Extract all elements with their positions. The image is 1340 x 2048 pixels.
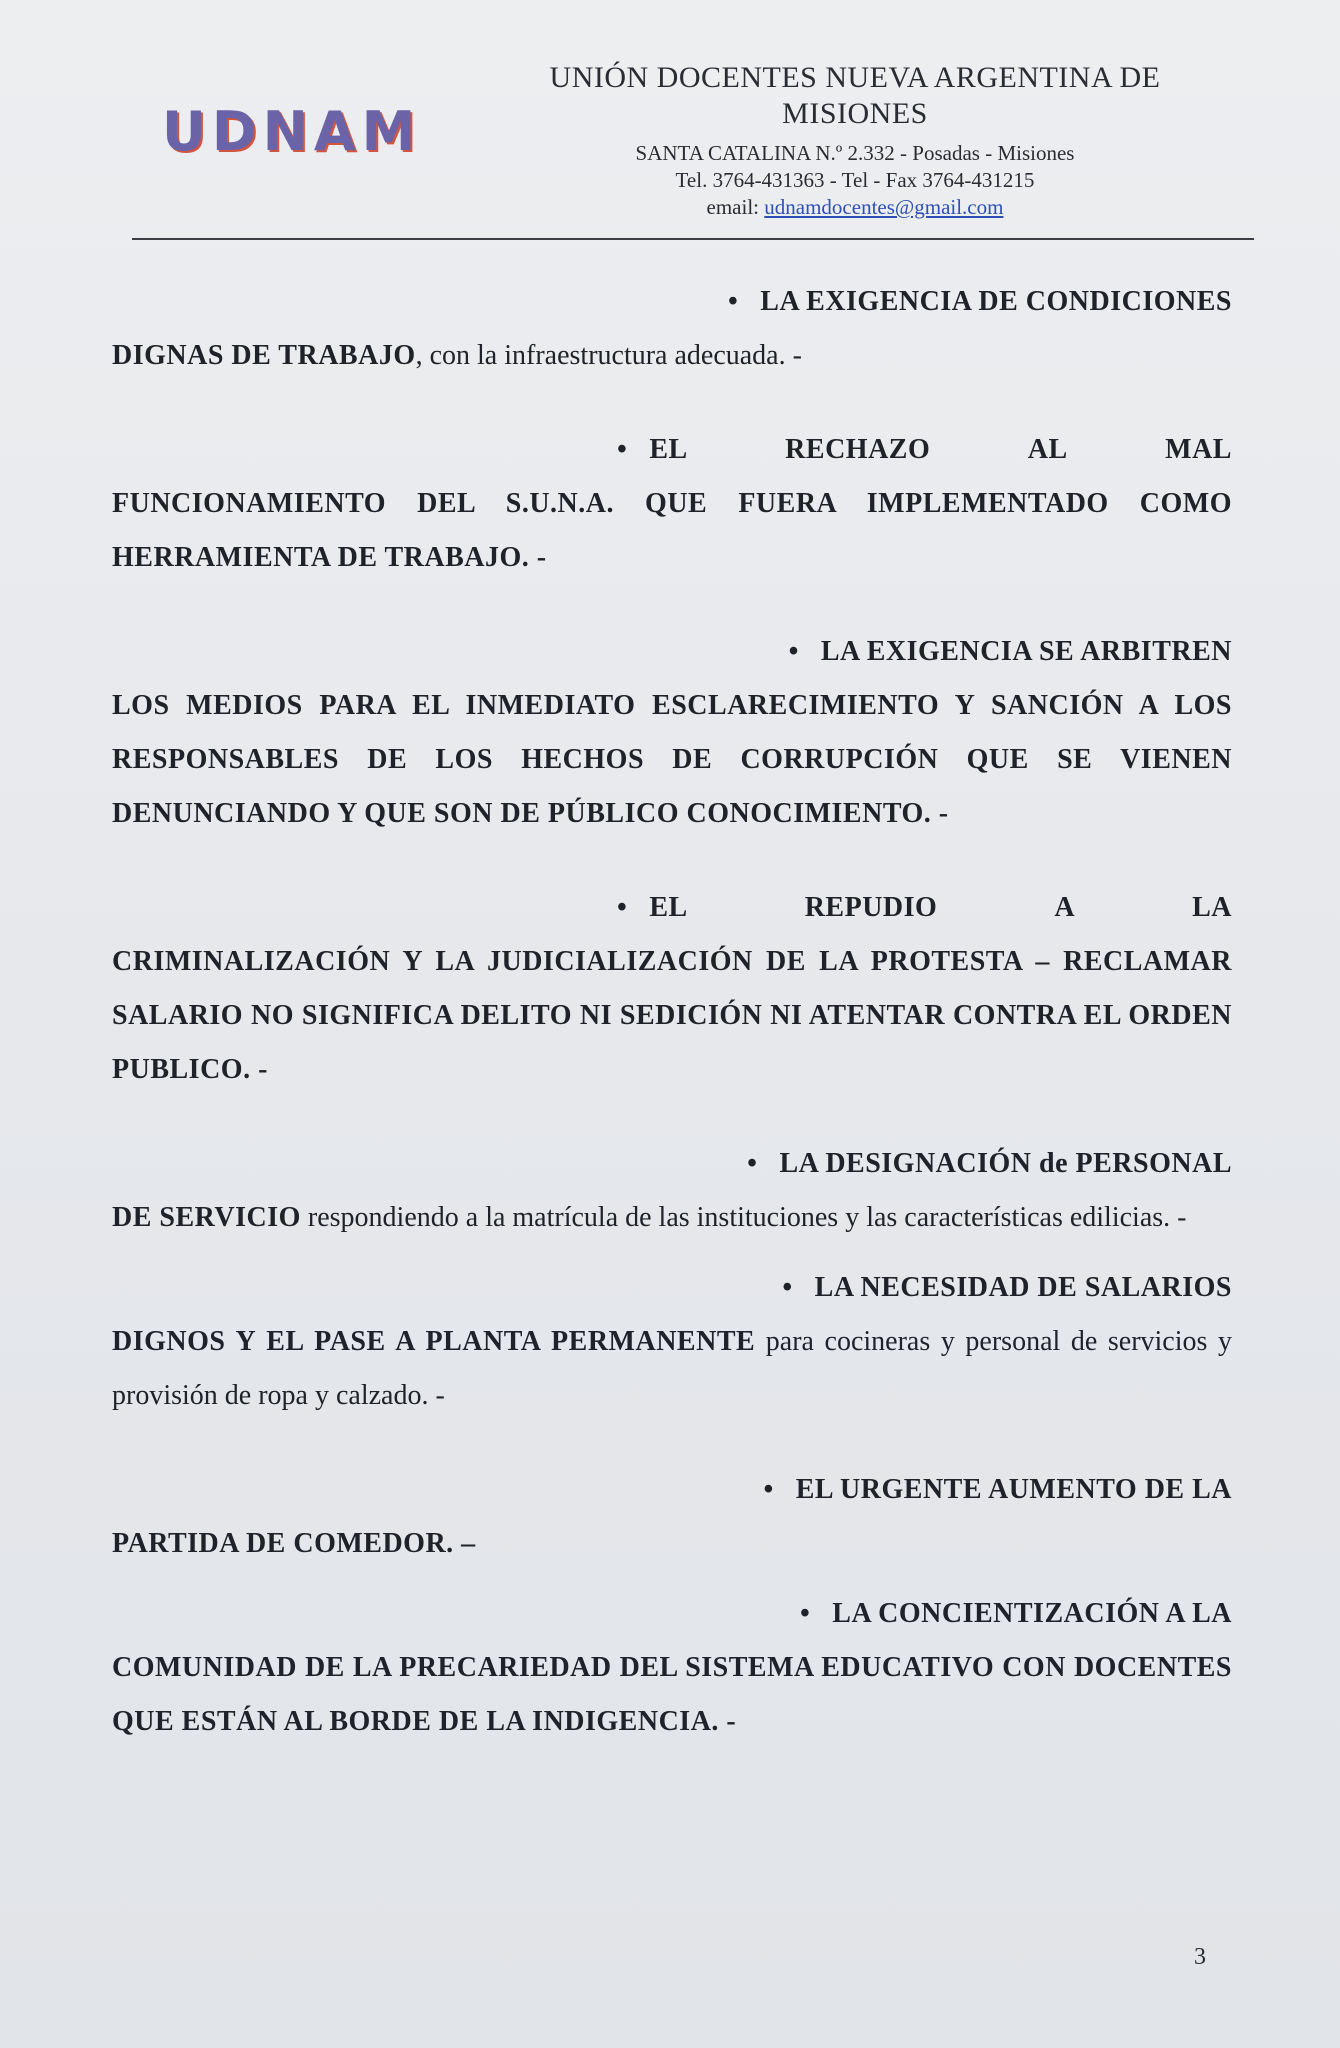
demand-text: LOS MEDIOS PARA EL INMEDIATO ESCLARECIMIENTO Y SANCIÓN A LOS RESPONSABLES DE LOS HECHOS DE CORRUPCIÓN QUE SE VIENEN DENUNCIANDO Y QUE SON DE PÚBLICO CONOCIMIENTO. - [112, 690, 1232, 829]
demands-list [112, 275, 1232, 1789]
bullet-icon: • [788, 636, 799, 667]
demand-item-7 [112, 1463, 1232, 1571]
bullet-icon: • [617, 434, 628, 465]
letterhead [0, 0, 1340, 250]
demand-text: COMUNIDAD DE LA PRECARIEDAD DEL SISTEMA EDUCATIVO CON DOCENTES QUE ESTÁN AL BORDE DE LA INDIGENCIA. - [112, 1652, 1232, 1737]
demand-text: PARTIDA DE COMEDOR. – [112, 1528, 476, 1559]
email-label: email: [706, 195, 760, 219]
demand-text: CRIMINALIZACIÓN Y LA JUDICIALIZACIÓN DE LA PROTESTA – RECLAMAR SALARIO NO SIGNIFICA DELITO NI SEDICIÓN NI ATENTAR CONTRA EL ORDEN PUBLICO. - [112, 946, 1232, 1085]
bullet-icon: • [799, 1598, 811, 1629]
email-link[interactable]: udnamdocentes@gmail.com [764, 195, 1004, 219]
demand-item-2 [112, 423, 1232, 585]
page-number: 3 [1194, 1944, 1206, 1970]
bullet-icon: • [727, 286, 739, 317]
contact-block [560, 140, 1150, 221]
demand-lead: • LA EXIGENCIA DE CONDICIONES [112, 275, 1232, 329]
email-line [560, 194, 1150, 221]
udnam-logo: UDNAM [162, 100, 422, 163]
demand-lead: • LA NECESIDAD DE SALARIOS [112, 1261, 1232, 1315]
demand-lead: • LA EXIGENCIA SE ARBITREN [112, 625, 1232, 679]
organization-name: UNIÓN DOCENTES NUEVA ARGENTINA DE MISIONES [549, 61, 1161, 130]
demand-text: DIGNOS Y EL PASE A PLANTA PERMANENTE para cocineras y personal de servicios y provisión de ropa y calzado. - [112, 1326, 1232, 1411]
demand-item-6 [112, 1261, 1232, 1423]
demand-lead: • EL RECHAZO AL MAL [112, 423, 1232, 477]
bullet-icon: • [617, 892, 628, 923]
demand-text: DE SERVICIO respondiendo a la matrícula de las instituciones y las características edilicias. - [112, 1202, 1187, 1233]
demand-lead: • EL URGENTE AUMENTO DE LA [112, 1463, 1232, 1517]
demand-lead: • LA DESIGNACIÓN de PERSONAL [112, 1137, 1232, 1191]
demand-item-5 [112, 1137, 1232, 1245]
header-divider [132, 238, 1254, 240]
address-line: SANTA CATALINA N.º 2.332 - Posadas - Misiones [635, 141, 1075, 165]
demand-text: DIGNAS DE TRABAJO, con la infraestructura adecuada. - [112, 340, 802, 371]
demand-text: FUNCIONAMIENTO DEL S.U.N.A. QUE FUERA IMPLEMENTADO COMO HERRAMIENTA DE TRABAJO. - [112, 488, 1232, 573]
bullet-icon: • [782, 1272, 793, 1303]
demand-item-4 [112, 881, 1232, 1097]
bullet-icon: • [763, 1474, 774, 1505]
phone-line: Tel. 3764-431363 - Tel - Fax 3764-431215 [675, 168, 1035, 192]
bullet-icon: • [747, 1148, 758, 1179]
demand-lead: • EL REPUDIO A LA [112, 881, 1232, 935]
demand-item-1 [112, 275, 1232, 383]
demand-item-8 [112, 1587, 1232, 1749]
demand-lead: • LA CONCIENTIZACIÓN A LA [112, 1587, 1232, 1641]
demand-item-3 [112, 625, 1232, 841]
